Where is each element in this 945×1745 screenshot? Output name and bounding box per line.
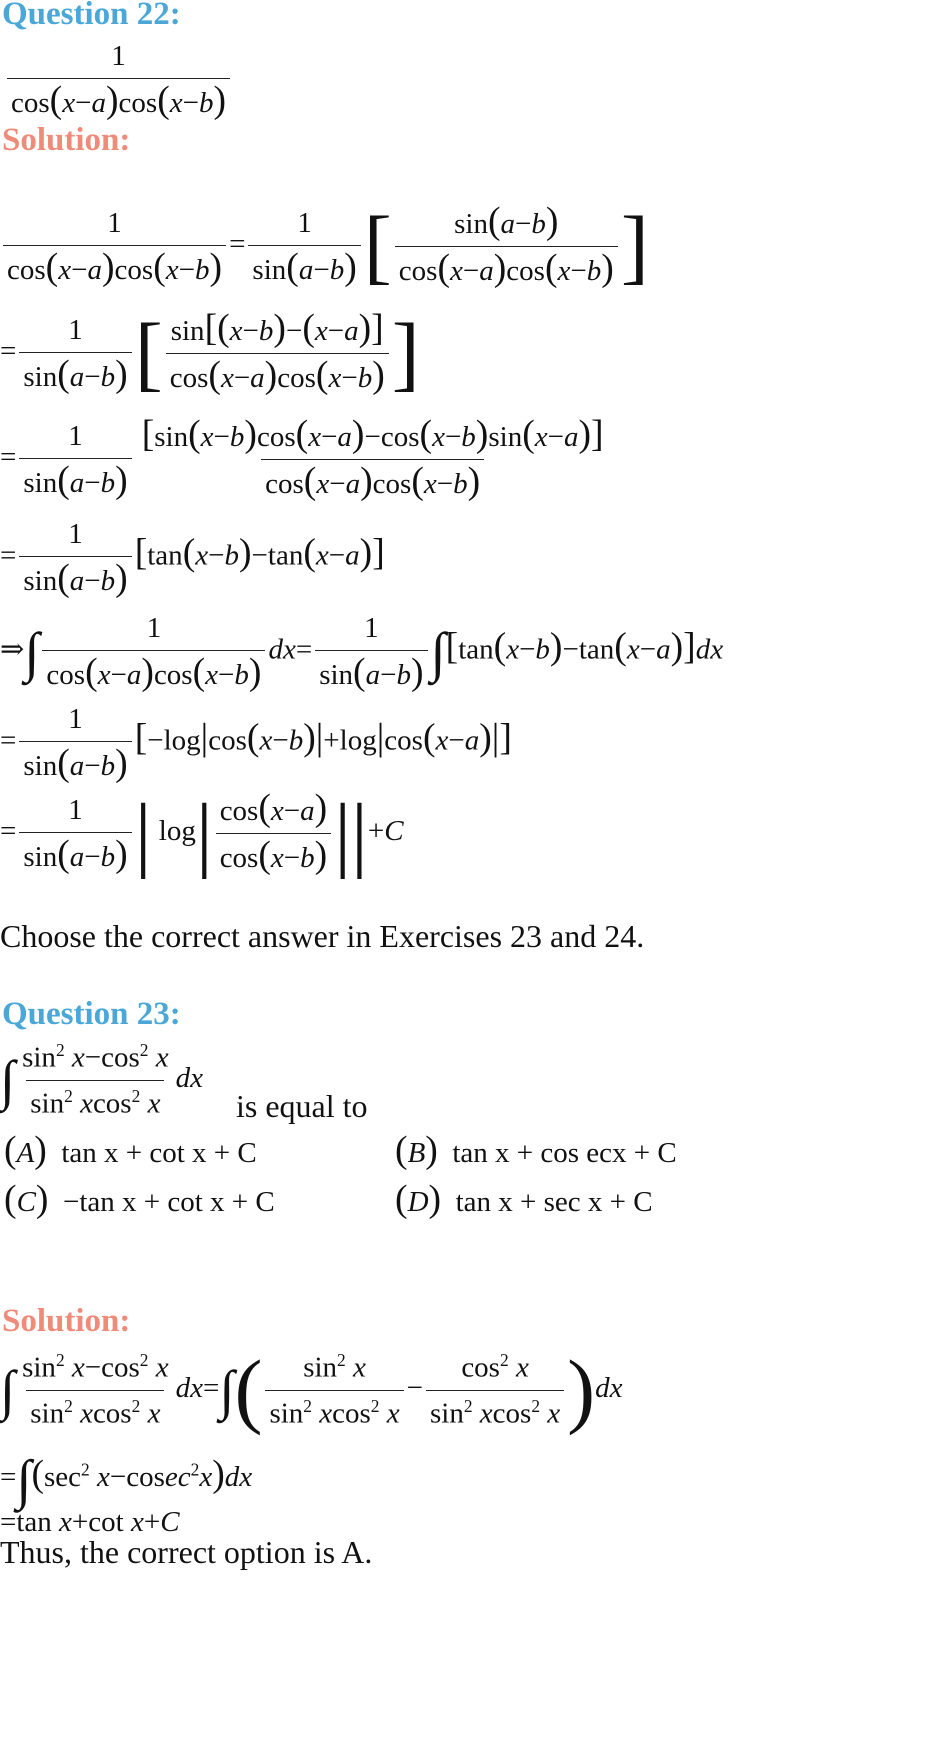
- option-b-label: B: [407, 1137, 426, 1169]
- option-d-label: D: [407, 1186, 429, 1218]
- question-23-heading: Question 23:: [2, 996, 181, 1032]
- option-c-label: C: [16, 1186, 36, 1218]
- q22-solution-step-1: $\frac{1}{\cos(x-a)\cos(x-b)}$ = $\frac{1}{\sin(a-b)}$ [ $\frac{\sin(a-b)}{\cos(x-a)\cos(x-b)}$ ]: [0, 205, 649, 288]
- option-a-label: A: [16, 1137, 35, 1169]
- q23-solution-step-2: $=\int(\sec^2$ x−cosec$^2$x)dx: [0, 1449, 253, 1510]
- q22-solution-step-6: = $\frac{1}{\sin(a-b)}$ [−log|cos(x−b)|+log|cos(x−a)|]: [0, 703, 512, 784]
- question-22-expression: $\frac{1}{\cos(x-a)\cos(x-b)}$: [4, 40, 233, 120]
- option-a-expr: tan x + cot x + C: [61, 1137, 257, 1169]
- q23-conclusion: Thus, the correct option is A.: [0, 1534, 373, 1570]
- q23-solution-step-3: =tan x+cot x+C: [0, 1506, 180, 1538]
- q22-solution-step-3: = $\frac{1}{\sin(a-b)}$ $\frac{[\sin(x-b)\cos(x-a)-\cos(x-b)\sin(x-a)]}{\cos(x-a)\cos(x-b)}$: [0, 413, 604, 502]
- question-22-heading: Question 22:: [2, 0, 181, 32]
- option-b: (B) tan x + cos ecx + C: [395, 1129, 677, 1171]
- option-c-expr: −tan x + cot x + C: [62, 1186, 275, 1218]
- option-a: (A) tan x + cot x + C: [4, 1129, 257, 1171]
- q22-solution-step-2: = $\frac{1}{\sin(a-b)}$ [ $\frac{\sin[(x-b)-(x-a)]}{\cos(x-a)\cos(x-b)}$ ]: [0, 306, 420, 400]
- q22-solution-step-4: = $\frac{1}{\sin(a-b)}$ [tan(x−b)−tan(x−a)]: [0, 518, 385, 599]
- is-equal-to-text: is equal to: [236, 1088, 368, 1124]
- option-d: (D) tan x + sec x + C: [395, 1178, 653, 1220]
- q22-solution-step-5: ⇒∫ $\frac{1}{\cos(x-a)\cos(x-b)}$ dx= $\frac{1}{\sin(a-b)}$ ∫[tan(x−b)−tan(x−a)]dx: [0, 612, 724, 693]
- option-c: (C) −tan x + cot x + C: [4, 1178, 275, 1220]
- q23-solution-step-1: ∫ $\frac{\sin^2 x-\cos^2 x}{\sin^2 xcos^2 x}$ dx=∫( $\frac{\sin^2 x}{\sin^2 xcos^2 x}$ − $\frac{\cos^2 x}{\sin^2 xcos^2 x}$ )dx: [0, 1343, 623, 1437]
- question-23-expression: ∫ $\frac{\sin^2 x-\cos^2 x}{\sin^2 xcos^2 x}$ dx: [0, 1040, 203, 1120]
- option-d-expr: tan x + sec x + C: [455, 1186, 653, 1218]
- q22-solution-heading: Solution:: [2, 122, 131, 158]
- option-b-expr: tan x + cos ecx + C: [452, 1137, 677, 1169]
- q23-solution-heading: Solution:: [2, 1303, 131, 1339]
- q22-solution-step-7: = $\frac{1}{\sin(a-b)}$ | log| $\frac{\cos(x-a)}{\cos(x-b)}$ ||+C: [0, 786, 404, 880]
- exercise-instruction: Choose the correct answer in Exercises 23 and 24.: [0, 918, 645, 954]
